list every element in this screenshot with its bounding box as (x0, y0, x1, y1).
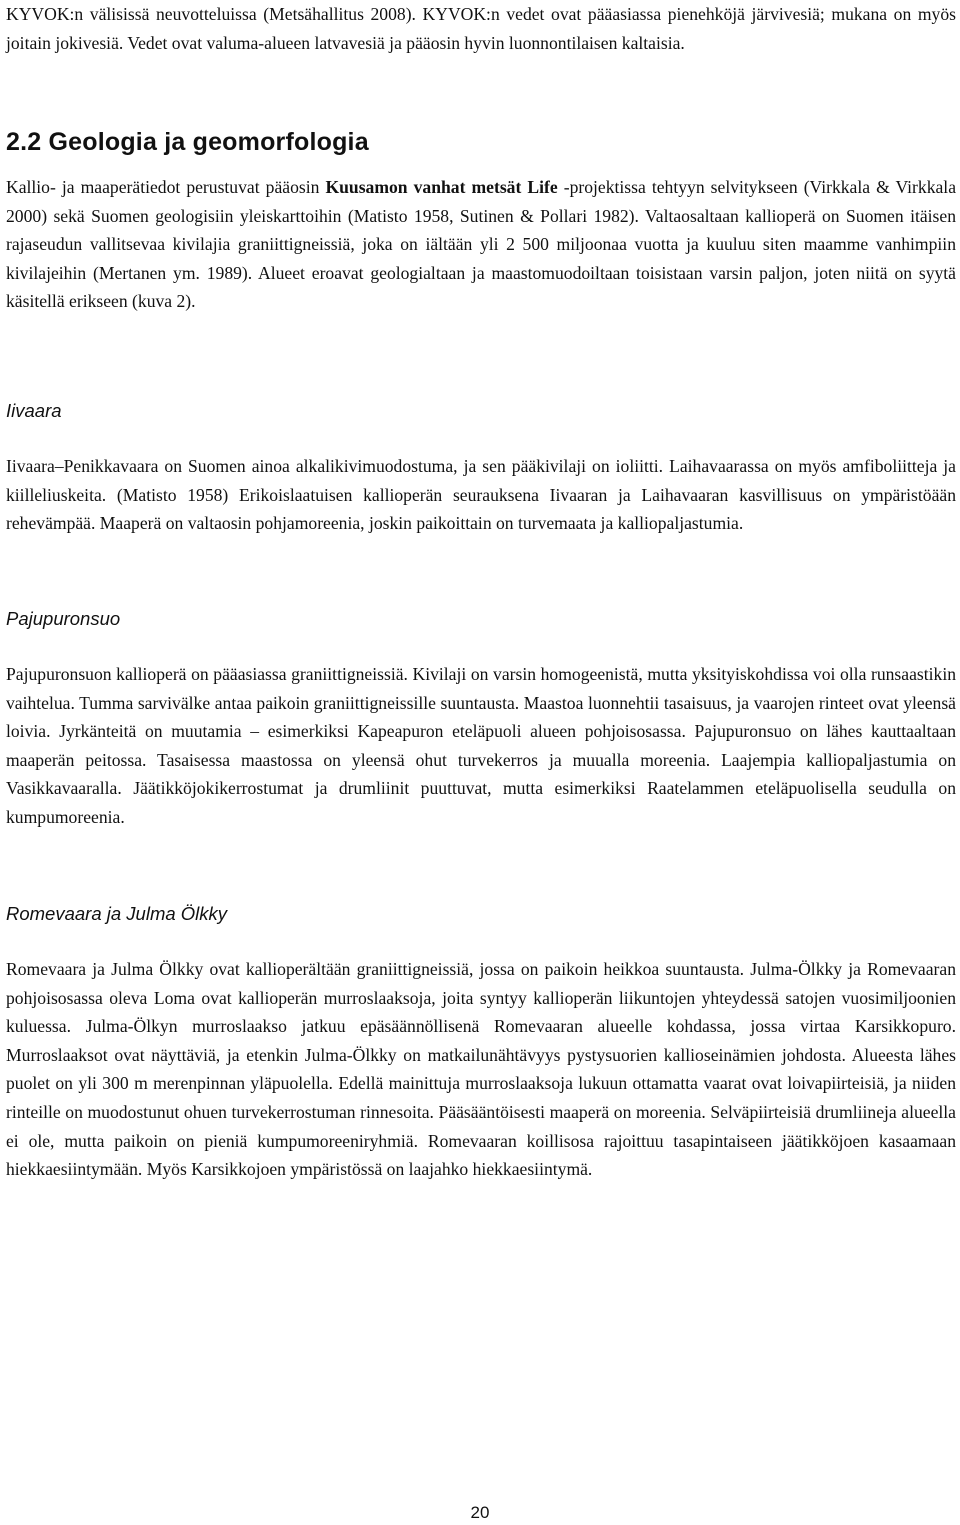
subheading-iivaara: Iivaara (6, 400, 62, 421)
page-number: 20 (470, 1503, 490, 1522)
project-name-bold: Kuusamon vanhat metsät Life (325, 177, 558, 197)
geology-paragraph (6, 173, 956, 316)
subheading-pajupuronsuo: Pajupuronsuo (6, 608, 121, 629)
geology-paragraph-text-start: Kallio- ja maaperätiedot perustuvat pääosin (6, 177, 326, 197)
section-heading: 2.2 Geologia ja geomorfologia (6, 128, 369, 156)
romevaara-paragraph: Romevaara ja Julma Ölkky ovat kallioperältään graniittigneissiä, jossa on paikoin heikkoa suuntausta. Julma-Ölkky ja Romevaaran pohjoisosassa oleva Loma ovat kallioperän murroslaaksoja, joita syntyy kallioperän liikuntojen yhteydessä satojen vuosimiljoonien kuluessa. Julma-Ölkyn murroslaakso jatkuu epäsäännöllisenä Romevaaran alueelle kohdassa, jossa virtaa Karsikkopuro. Murroslaaksot ovat näyttäviä, ja etenkin Julma-Ölkky on matkailunähtävyys pystysuorien kallioseinämien johdosta. Alueesta lähes puolet on yli 300 m merenpinnan yläpuolella. Edellä mainittuja murroslaaksoja lukuun ottamatta vaarat ovat loivapiirteisiä, ja niiden rinteille on muodostunut ohuen turvekerrostuman rinnesoita. Pääsääntöisesti maaperä on moreenia. Selväpiirteisiä drumliineja alueella ei ole, mutta paikoin on pieniä kumpumoreeniryhmiä. Romevaaran koillisosa rajoittuu tasapintaiseen jäätikköjoen kasaamaan hiekkaesiintymään. Myös Karsikkojoen ympäristössä on laajahko hiekkaesiintymä. (6, 959, 956, 1180)
subheading-romevaara: Romevaara ja Julma Ölkky (6, 903, 228, 924)
pajupuronsuo-paragraph: Pajupuronsuon kallioperä on pääasiassa graniittigneissiä. Kivilaji on varsin homogeenistä, mutta yksityiskohdissa voi olla runsaastikin vaihtelua. Tumma sarvivälke antaa paikoin graniittigneissille suuntausta. Maastoa luonnehtii tasaisuus, ja vaarojen rinteet ovat yleensä loivia. Jyrkänteitä on muutamia – esimerkiksi Kapeapuron eteläpuoli alueen pohjoisosassa. Pajupuronsuo on lähes kauttaaltaan maaperän peitossa. Tasaisessa maastossa on yleensä ohut turvekerros ja muualla moreenia. Laajempia kalliopaljastumia on Vasikkavaaralla. Jäätikköjokikerrostumat ja drumliinit puuttuvat, mutta esimerkiksi Raatelammen eteläpuolisella seudulla on kumpumoreenia. (6, 664, 956, 827)
geology-paragraph-text-rest: -projektissa tehtyyn selvitykseen (Virkkala & Virkkala 2000) sekä Suomen geologisiin yleiskarttoihin (Matisto 1958, Sutinen & Pollari 1982). Valtaosaltaan kallioperä on Suomen itäisen rajaseudun vallitsevaa kivilajia graniittigneissiä, joka on iältään yli 2 500 miljoonaa vuotta ja kuuluu siten maamme vanhimpiin kivilajeihin (Mertanen ym. 1989). Alueet eroavat geologialtaan ja maastomuodoiltaan toisistaan varsin paljon, joten niitä on syytä käsitellä erikseen (kuva 2). (6, 177, 956, 312)
intro-paragraph: KYVOK:n välisissä neuvotteluissa (Metsähallitus 2008). KYVOK:n vedet ovat pääasiassa pienehköjä järvivesiä; mukana on myös joitain jokivesiä. Vedet ovat valuma-alueen latvavesiä ja pääosin hyvin luonnontilaisen kaltaisia. (6, 4, 956, 53)
iivaara-paragraph: Iivaara–Penikkavaara on Suomen ainoa alkalikivimuodostuma, ja sen pääkivilaji on ioliitti. Laihavaarassa on myös amfiboliitteja ja kiilleliuskeita. (Matisto 1958) Erikoislaatuisen kallioperän seurauksena Iivaaran ja Laihavaaran kasvillisuus on ympäristöään rehevämpää. Maaperä on valtaosin pohjamoreenia, joskin paikoittain on turvemaata ja kalliopaljastumia. (6, 456, 956, 534)
